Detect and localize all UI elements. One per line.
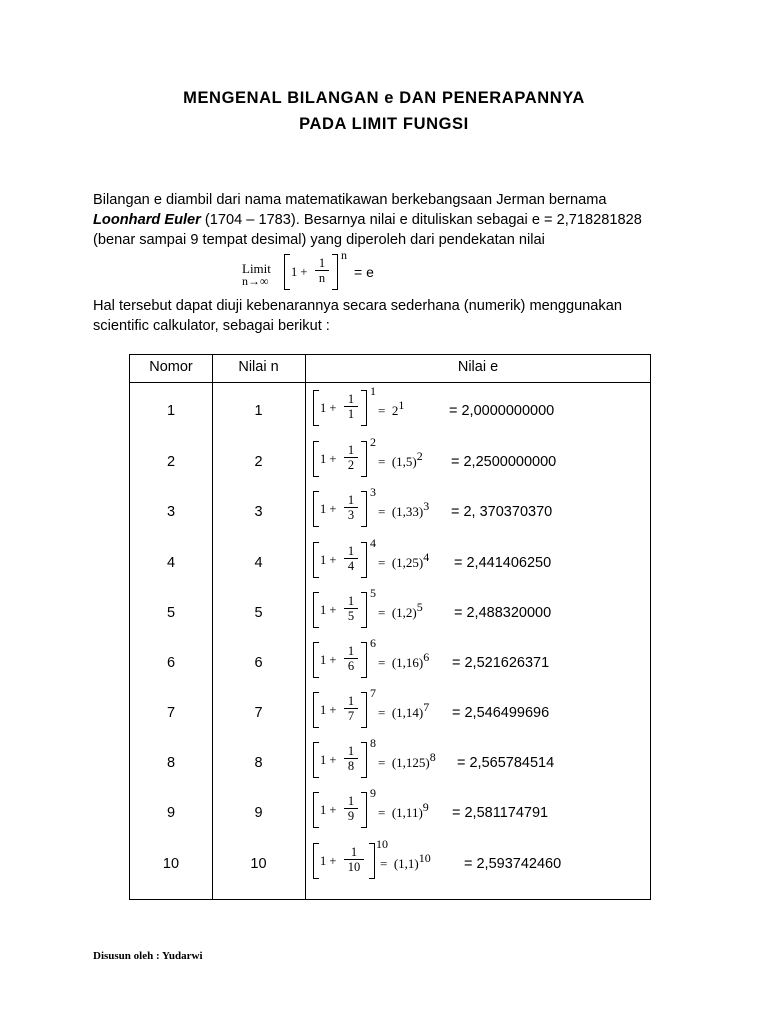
limit-one-plus: 1 +: [291, 265, 308, 279]
one-plus: 1 +: [320, 854, 337, 868]
cell-nomor: 7: [166, 705, 176, 721]
bracket-expression: [313, 435, 376, 477]
table-row: [130, 586, 650, 642]
header-nomor: Nomor: [149, 359, 193, 375]
exponent: 7: [370, 686, 376, 700]
exponent: 4: [370, 536, 376, 550]
fraction: [344, 594, 358, 623]
numerator: 1: [347, 744, 355, 758]
intro-text-1: Bilangan e diambil dari nama matematikawan berkebangsaan Jerman bernama: [93, 192, 607, 208]
numerator: 1: [347, 794, 355, 808]
cell-result: = 2, 370370370: [451, 504, 553, 520]
power-expression: [378, 499, 430, 520]
one-plus: 1 +: [320, 502, 337, 516]
power-exponent: 3: [423, 499, 430, 513]
one-plus: 1 +: [320, 653, 337, 667]
table-row: [130, 536, 650, 592]
exponent: 10: [376, 837, 388, 851]
cell-nomor: 8: [166, 755, 176, 771]
equals-sign: =: [378, 403, 386, 418]
equals-sign: =: [378, 755, 386, 770]
e-values-table: [129, 354, 651, 900]
numerator: 1: [350, 845, 358, 859]
bracket-expression: [313, 586, 376, 628]
numerator: 1: [347, 493, 355, 507]
power-expression: [378, 650, 430, 671]
denominator: 1: [344, 406, 358, 421]
cell-nilai-n: 8: [254, 755, 263, 771]
cell-nilai-n: 4: [254, 555, 263, 571]
cell-result: = 2,488320000: [454, 605, 552, 621]
numerator: 1: [347, 443, 355, 457]
power-exponent: 9: [422, 800, 429, 814]
table-row: [130, 384, 650, 440]
numerator: 1: [347, 392, 355, 406]
cell-nilai-n: 1: [254, 403, 263, 419]
equals-sign: =: [378, 605, 386, 620]
denominator: 7: [344, 708, 358, 723]
cell-nilai-n: 7: [254, 705, 263, 721]
limit-operator: [242, 262, 271, 287]
equals-sign: =: [380, 856, 388, 871]
equals-sign: =: [378, 454, 386, 469]
exponent: 8: [370, 736, 376, 750]
intro-text-3: (benar sampai 9 tempat desimal) yang diperoleh dari pendekatan nilai: [93, 232, 545, 248]
exponent: 3: [370, 485, 376, 499]
test-line-2: scientific calkulator, sebagai berikut :: [93, 318, 330, 334]
cell-nilai-n: 6: [254, 655, 263, 671]
one-plus: 1 +: [320, 452, 337, 466]
power-exponent: 4: [423, 550, 430, 564]
exponent: 1: [370, 384, 376, 398]
test-line-1: Hal tersebut dapat diuji kebenarannya secara sederhana (numerik) menggunakan: [93, 298, 622, 314]
power-base: (1,25): [391, 555, 424, 570]
cell-nilai-n: 3: [254, 504, 263, 520]
power-expression: [378, 600, 423, 621]
equals-sign: =: [378, 504, 386, 519]
bracket-expression: [313, 686, 376, 728]
fraction: [344, 443, 358, 472]
power-expression: [380, 851, 431, 872]
header-nilai-e: Nilai e: [457, 359, 499, 375]
power-exponent: 1: [398, 398, 405, 412]
cell-nomor: 1: [166, 403, 176, 419]
cell-nomor: 6: [166, 655, 176, 671]
cell-result: = 2,593742460: [464, 856, 562, 872]
page-title-line-2: PADA LIMIT FUNGSI: [299, 115, 469, 133]
exponent: 2: [370, 435, 376, 449]
denominator: 5: [344, 608, 358, 623]
euler-name: Loonhard Euler: [93, 212, 201, 228]
bracket-expression: [313, 636, 376, 678]
cell-nilai-n: 2: [254, 454, 263, 470]
table-row: [130, 636, 650, 692]
power-base: (1,5): [391, 454, 417, 469]
numerator: 1: [347, 594, 355, 608]
numerator: 1: [347, 644, 355, 658]
bracket-expression: [313, 384, 376, 426]
numerator: 1: [347, 544, 355, 558]
power-base: (1,33): [391, 504, 424, 519]
cell-nomor: 2: [166, 454, 176, 470]
cell-nomor: 3: [166, 504, 176, 520]
cell-nilai-n: 9: [254, 805, 263, 821]
power-exponent: 2: [416, 449, 423, 463]
one-plus: 1 +: [320, 603, 337, 617]
bracket-expression: [313, 837, 388, 879]
power-expression: [378, 398, 405, 419]
cell-nomor: 10: [162, 856, 180, 872]
intro-paragraph: [93, 190, 693, 250]
denominator: 4: [344, 558, 358, 573]
power-expression: [378, 449, 423, 470]
cell-nomor: 5: [166, 605, 176, 621]
power-expression: [378, 750, 436, 771]
denominator: 2: [344, 457, 358, 472]
limit-subscript: n→∞: [242, 274, 269, 288]
cell-result: = 2,565784514: [457, 755, 555, 771]
limit-equals-e: = e: [354, 264, 374, 280]
power-base: (1,2): [391, 605, 417, 620]
denominator: 9: [344, 808, 358, 823]
cell-result: = 2,521626371: [452, 655, 550, 671]
power-base: (1,11): [391, 805, 423, 820]
bracket-expression: [313, 786, 376, 828]
table-row: [130, 435, 650, 491]
power-exponent: 6: [423, 650, 430, 664]
one-plus: 1 +: [320, 553, 337, 567]
fraction: [344, 794, 358, 823]
exponent: 9: [370, 786, 376, 800]
cell-result: = 2,441406250: [454, 555, 552, 571]
one-plus: 1 +: [320, 753, 337, 767]
cell-nilai-n: 5: [254, 605, 263, 621]
table-row: [130, 736, 650, 792]
limit-exponent: n: [341, 248, 347, 262]
fraction: [344, 644, 358, 673]
test-paragraph: [93, 296, 693, 336]
exponent: 5: [370, 586, 376, 600]
equals-sign: =: [378, 655, 386, 670]
power-expression: [378, 550, 430, 571]
fraction: [344, 845, 364, 874]
bracket-expression: [313, 736, 376, 778]
power-expression: [378, 700, 430, 721]
limit-bracket: [284, 248, 347, 290]
cell-result: = 2,0000000000: [449, 403, 555, 419]
one-plus: 1 +: [320, 401, 337, 415]
table-row: [130, 485, 650, 541]
denominator: 6: [344, 658, 358, 673]
equals-sign: =: [378, 705, 386, 720]
power-base: (1,14): [391, 705, 424, 720]
fraction: [344, 392, 358, 421]
limit-numerator: 1: [318, 256, 326, 270]
cell-nomor: 9: [166, 805, 176, 821]
cell-nilai-n: 10: [250, 856, 267, 872]
power-base: (1,125): [391, 755, 430, 770]
fraction: [344, 544, 358, 573]
power-exponent: 8: [429, 750, 436, 764]
table-row: [130, 837, 650, 893]
one-plus: 1 +: [320, 703, 337, 717]
fraction: [344, 694, 358, 723]
fraction: [344, 493, 358, 522]
equals-sign: =: [378, 805, 386, 820]
footer-author: Disusun oleh : Yudarwi: [93, 950, 203, 962]
limit-fraction: [315, 256, 329, 285]
exponent: 6: [370, 636, 376, 650]
numerator: 1: [347, 694, 355, 708]
power-exponent: 7: [423, 700, 430, 714]
equals-sign: =: [378, 555, 386, 570]
cell-result: = 2,581174791: [452, 805, 549, 821]
intro-text-2: (1704 – 1783). Besarnya nilai e dituliskan sebagai e = 2,718281828: [200, 212, 642, 228]
power-expression: [378, 800, 429, 821]
limit-word: Limit: [242, 261, 271, 276]
power-exponent: 10: [418, 851, 431, 865]
table-row: [130, 786, 650, 842]
table-header-divider: [130, 382, 650, 383]
power-base: (1,1): [393, 856, 419, 871]
bracket-expression: [313, 485, 376, 527]
header-nilai-n: Nilai n: [238, 359, 279, 375]
limit-formula: [240, 248, 500, 292]
denominator: 3: [344, 507, 358, 522]
table-row: [130, 686, 650, 742]
power-exponent: 5: [416, 600, 423, 614]
denominator: 8: [344, 758, 358, 773]
cell-result: = 2,2500000000: [451, 454, 557, 470]
limit-denominator: n: [315, 270, 329, 285]
page-title-line-1: MENGENAL BILANGAN e DAN PENERAPANNYA: [183, 89, 585, 107]
bracket-expression: [313, 536, 376, 578]
one-plus: 1 +: [320, 803, 337, 817]
power-base: (1,16): [391, 655, 424, 670]
cell-result: = 2,546499696: [452, 705, 550, 721]
denominator: 10: [344, 859, 364, 874]
power-base: 2: [391, 403, 399, 418]
cell-nomor: 4: [166, 555, 176, 571]
fraction: [344, 744, 358, 773]
